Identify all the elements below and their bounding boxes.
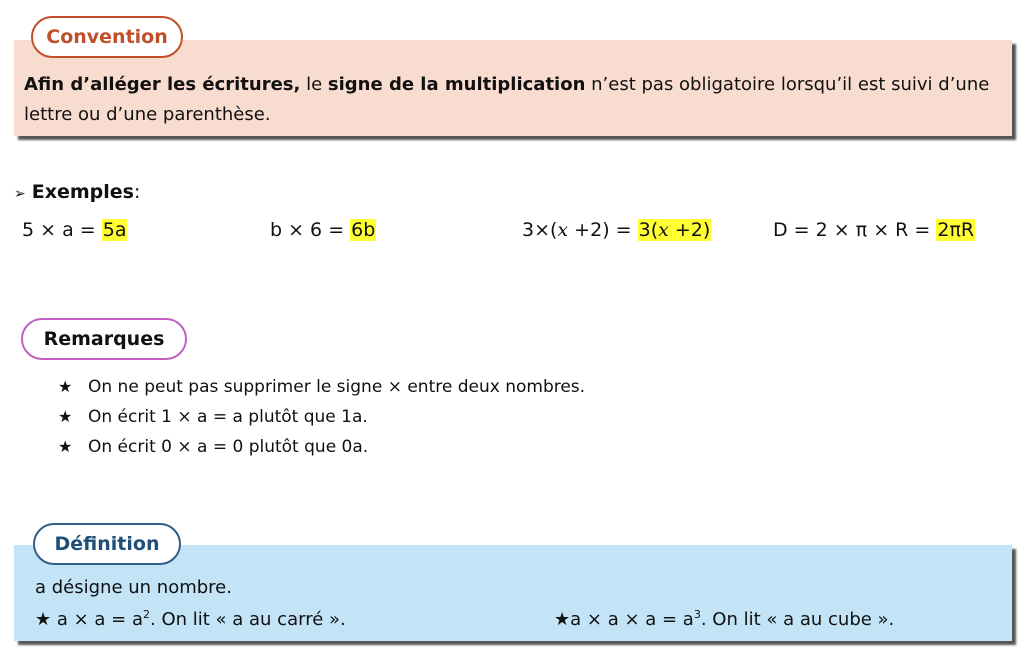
example-2-expression: b × 6 =: [270, 219, 351, 241]
star-bullet-icon: ★: [58, 407, 73, 426]
definition-square: [35, 609, 346, 630]
definition-cube-exponent: 3: [693, 608, 701, 621]
convention-plain-2: n’est pas obligatoire lorsqu’il est suivi d’une lettre ou d’une parenthèse.: [24, 74, 990, 125]
definition-tag: Définition: [33, 523, 181, 565]
example-4-expression: D = 2 × π × R =: [773, 219, 937, 241]
star-bullet-icon: ★: [58, 377, 73, 396]
example-3-result-pre: 3(: [638, 219, 659, 241]
list-item: [58, 432, 585, 462]
example-3-result-post: +2): [668, 219, 711, 241]
definition-cube: [554, 609, 894, 630]
definition-square-expr: a × a = a: [51, 609, 144, 630]
example-2-result: 6b: [351, 219, 376, 241]
star-bullet-icon: ★: [58, 437, 73, 456]
example-1-expression: 5 × a =: [22, 219, 102, 241]
convention-bold-2: signe de la multiplication: [327, 74, 586, 95]
example-3-result: [638, 219, 712, 241]
list-item: [58, 372, 585, 402]
definition-square-exponent: 2: [143, 608, 151, 621]
remarque-text: On écrit 1 × a = a plutôt que 1a.: [88, 407, 368, 427]
convention-tag: Convention: [31, 16, 183, 58]
example-3: [522, 219, 711, 241]
convention-plain-1: le: [300, 74, 328, 95]
list-item: [58, 402, 585, 432]
remarque-text: On écrit 0 × a = 0 plutôt que 0a.: [88, 437, 369, 457]
remarques-tag: Remarques: [21, 318, 187, 360]
example-3-expression-post: +2) =: [568, 219, 638, 241]
convention-bold-1: Afin d’alléger les écritures,: [24, 74, 301, 95]
star-bullet-icon: ★: [554, 609, 571, 630]
convention-text: [24, 70, 999, 130]
exemples-colon: :: [133, 181, 141, 203]
example-4-result: 2πR: [937, 219, 975, 241]
exemples-title: Exemples: [31, 181, 134, 203]
example-1: [22, 219, 127, 241]
example-3-result-variable: x: [658, 219, 669, 241]
example-4: [773, 219, 975, 241]
example-2: [270, 219, 376, 241]
example-3-variable: x: [557, 219, 569, 241]
remarque-text: On ne peut pas supprimer le signe × entre deux nombres.: [88, 377, 586, 397]
definition-cube-expr: a × a × a = a: [570, 609, 694, 630]
exemples-heading: [14, 181, 140, 203]
star-bullet-icon: ★: [35, 609, 52, 630]
definition-square-reading: . On lit « a au carré ».: [150, 609, 346, 630]
example-3-expression-pre: 3×(: [522, 219, 558, 241]
arrow-bullet-icon: ➢: [14, 186, 26, 202]
remarques-list: [58, 372, 585, 462]
definition-line-1: a désigne un nombre.: [35, 577, 232, 598]
definition-cube-reading: . On lit « a au cube ».: [700, 609, 895, 630]
example-1-result: 5a: [102, 219, 127, 241]
